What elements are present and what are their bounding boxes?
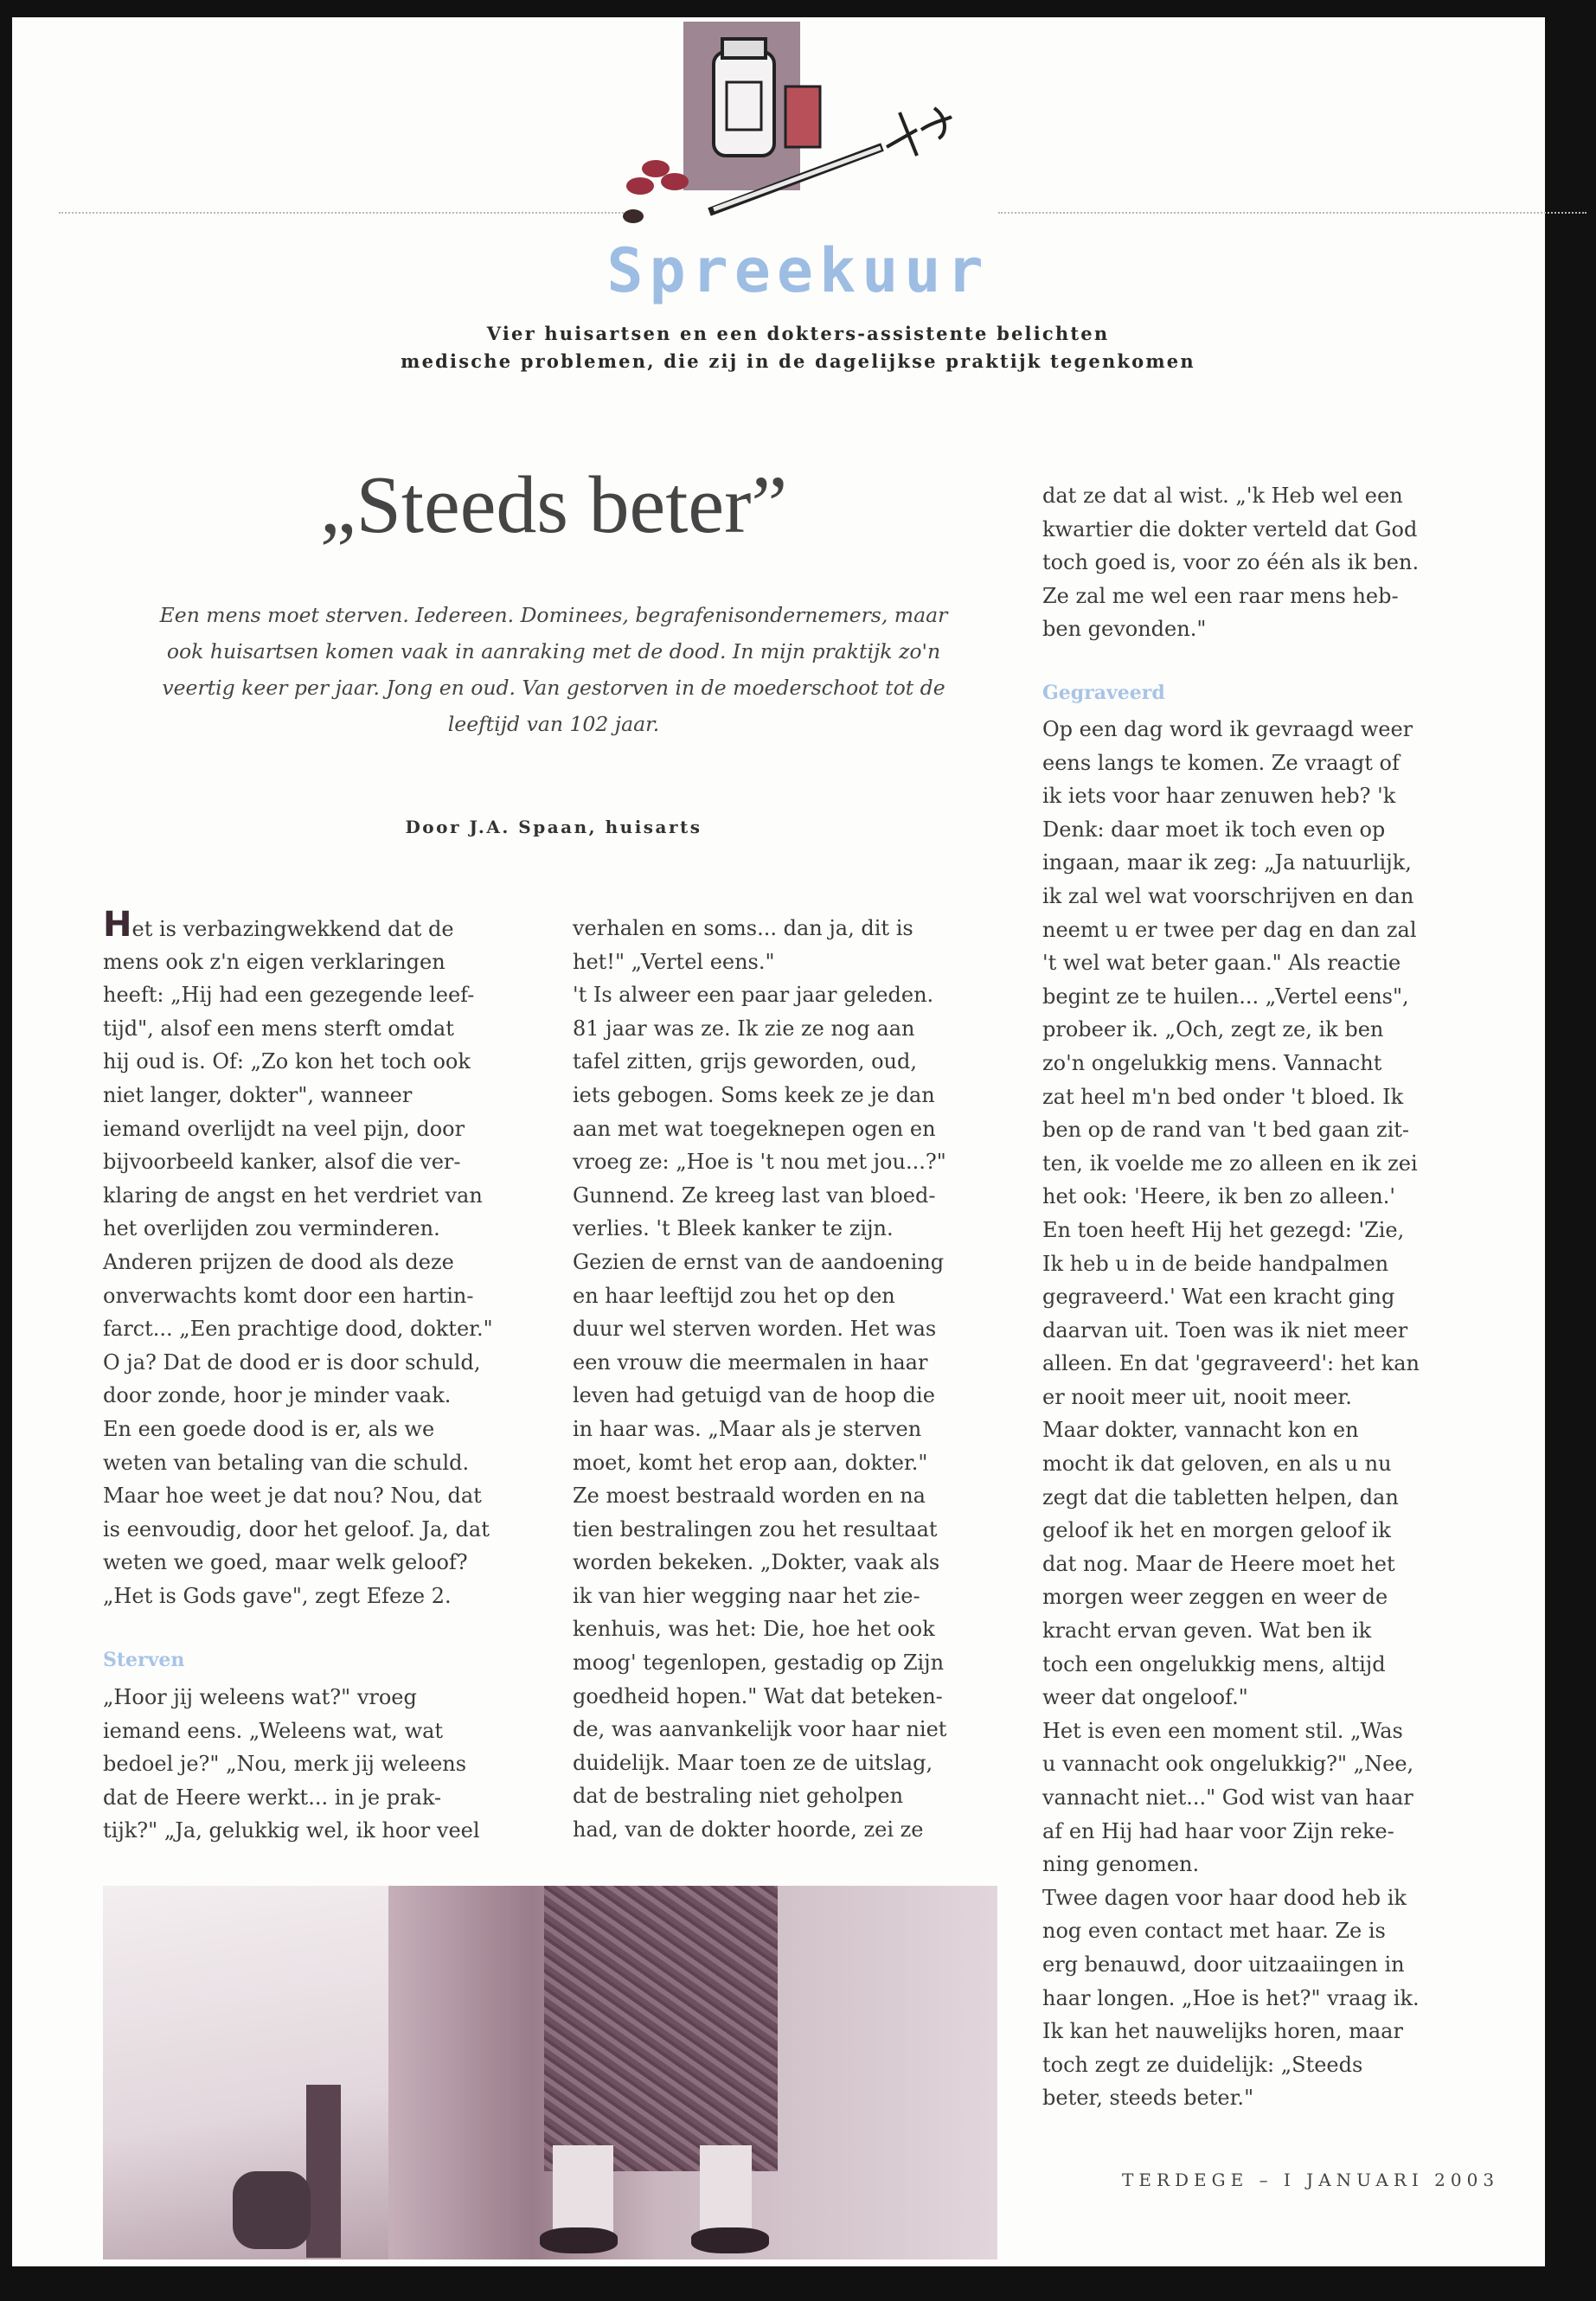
text-line: ben op de rand van 't bed gaan zit- xyxy=(1042,1118,1410,1143)
text-line: iemand overlijdt na veel pijn, door xyxy=(103,1116,465,1141)
text-line: weten van betaling van die schuld. xyxy=(103,1450,470,1475)
subheading-gegraveerd: Gegraveerd xyxy=(1042,682,1165,704)
text-line: niet langer, dokter", wanneer xyxy=(103,1082,413,1107)
section-subtitle xyxy=(0,320,1596,375)
text-line: dat de Heere werkt... in je prak- xyxy=(103,1785,442,1810)
text-line: Anderen prijzen de dood als deze xyxy=(103,1249,454,1274)
text-line: Maar hoe weet je dat nou? Nou, dat xyxy=(103,1484,482,1509)
text-line: klaring de angst en het verdriet van xyxy=(103,1183,483,1208)
text-line: daarvan uit. Toen was ik niet meer xyxy=(1042,1317,1408,1343)
text-line: goedheid hopen." Wat dat beteken- xyxy=(573,1683,943,1708)
subtitle-line: medische problemen, die zij in de dagelijkse praktijk tegenkomen xyxy=(401,350,1195,372)
medicine-bottle-pills-syringe-icon xyxy=(606,17,1021,234)
text-line: Gunnend. Ze kreeg last van bloed- xyxy=(573,1183,936,1208)
text-line: toch goed is, voor zo één als ik ben. xyxy=(1042,550,1420,575)
text-line: farct... „Een prachtige dood, dokter." xyxy=(103,1317,493,1342)
text-line: neemt u er twee per dag en dan zal xyxy=(1042,917,1417,942)
text-line: Denk: daar moet ik toch even op xyxy=(1042,817,1386,842)
divider-left xyxy=(59,212,630,214)
text-line: begint ze te huilen... „Vertel eens", xyxy=(1042,984,1409,1009)
text-line: geloof ik het en morgen geloof ik xyxy=(1042,1518,1391,1543)
section-title: Spreekuur xyxy=(606,235,990,306)
text-line: het overlijden zou verminderen. xyxy=(103,1216,440,1241)
text-line: leven had getuigd van de hoop die xyxy=(573,1383,935,1408)
text-line: eens langs te komen. Ze vraagt of xyxy=(1042,750,1400,775)
text-line: vannacht niet..." God wist van haar xyxy=(1042,1785,1413,1810)
text-line: alleen. En dat 'gegraveerd': het kan xyxy=(1042,1351,1420,1376)
text-line: kracht ervan geven. Wat ben ik xyxy=(1042,1618,1372,1644)
text-line: ben gevonden." xyxy=(1042,617,1207,642)
text-line: vroeg ze: „Hoe is 't nou met jou...?" xyxy=(573,1150,946,1175)
text-line: toch zegt ze duidelijk: „Steeds xyxy=(1042,2052,1363,2077)
text-line: zegt dat die tabletten helpen, dan xyxy=(1042,1484,1399,1509)
text-line: ten, ik voelde me zo alleen en ik zei xyxy=(1042,1150,1418,1176)
text-line: morgen weer zeggen en weer de xyxy=(1042,1585,1388,1610)
text-line: iets gebogen. Soms keek ze je dan xyxy=(573,1082,935,1107)
text-line: aan met wat toegeknepen ogen en xyxy=(573,1116,936,1141)
text-line: mens ook z'n eigen verklaringen xyxy=(103,949,445,974)
text-line: tijd", alsof een mens sterft omdat xyxy=(103,1016,454,1041)
subheading-sterven: Sterven xyxy=(103,1649,185,1671)
text-line: bedoel je?" „Nou, merk jij weleens xyxy=(103,1752,467,1777)
text-line: 81 jaar was ze. Ik zie ze nog aan xyxy=(573,1016,915,1041)
text-line: En toen heeft Hij het gezegd: 'Zie, xyxy=(1042,1217,1405,1242)
text-line: tien bestralingen zou het resultaat xyxy=(573,1516,938,1541)
text-line: probeer ik. „Och, zegt ze, ik ben xyxy=(1042,1017,1384,1042)
text-line: mocht ik dat geloven, en als u nu xyxy=(1042,1452,1392,1477)
text-line: iemand eens. „Weleens wat, wat xyxy=(103,1718,444,1743)
intro-line: veertig keer per jaar. Jong en oud. Van gestorven in de moederschoot tot de xyxy=(162,676,945,700)
text-line: dat nog. Maar de Heere moet het xyxy=(1042,1551,1395,1576)
text-line: tijk?" „Ja, gelukkig wel, ik hoor veel xyxy=(103,1818,480,1843)
byline: Door J.A. Spaan, huisarts xyxy=(405,817,702,837)
text-line: Maar dokter, vannacht kon en xyxy=(1042,1418,1359,1443)
text-line: een vrouw die meermalen in haar xyxy=(573,1349,928,1375)
text-line: beter, steeds beter." xyxy=(1042,2086,1254,2111)
text-line: dat ze dat al wist. „'k Heb wel een xyxy=(1042,484,1403,508)
text-line: dat de bestraling niet geholpen xyxy=(573,1784,904,1809)
text-line: 't Is alweer een paar jaar geleden. xyxy=(573,983,934,1008)
text-line: onverwachts komt door een hartin- xyxy=(103,1283,474,1308)
text-line: in haar was. „Maar als je sterven xyxy=(573,1416,922,1441)
column-3-text xyxy=(1042,479,1419,646)
text-line: 't wel wat beter gaan." Als reactie xyxy=(1042,951,1401,976)
text-line: ingaan, maar ik zeg: „Ja natuurlijk, xyxy=(1042,850,1412,875)
text-line: zat heel m'n bed onder 't bloed. Ik xyxy=(1042,1084,1404,1109)
text-line: tafel zitten, grijs geworden, oud, xyxy=(573,1049,917,1074)
article-title: „Steeds beter” xyxy=(319,460,788,550)
text-line: kenhuis, was het: Die, hoe het ook xyxy=(573,1617,935,1642)
text-line: verlies. 't Bleek kanker te zijn. xyxy=(573,1216,894,1241)
page-footer: TERDEGE – I JANUARI 2003 xyxy=(1122,2170,1500,2190)
text-line: Het is even een moment stil. „Was xyxy=(1042,1718,1403,1743)
text-line-rest: et is verbazingwekkend dat de xyxy=(131,917,454,941)
text-line: heeft: „Hij had een gezegende leef- xyxy=(103,983,475,1008)
text-line: er nooit meer uit, nooit meer. xyxy=(1042,1384,1352,1409)
text-line: weer dat ongeloof." xyxy=(1042,1685,1248,1710)
text-line: Ik kan het nauwelijks horen, maar xyxy=(1042,2019,1403,2044)
text-line: gegraveerd.' Wat een kracht ging xyxy=(1042,1285,1395,1310)
text-line: moet, komt het erop aan, dokter." xyxy=(573,1450,928,1475)
text-line: zo'n ongelukkig mens. Vannacht xyxy=(1042,1050,1382,1075)
text-line: kwartier die dokter verteld dat God xyxy=(1042,516,1418,542)
text-line: hij oud is. Of: „Zo kon het toch ook xyxy=(103,1049,471,1074)
text-line: ning genomen. xyxy=(1042,1852,1200,1877)
column-1-text xyxy=(103,905,493,1612)
text-line: Gezien de ernst van de aandoening xyxy=(573,1249,945,1274)
intro-line: ook huisartsen komen vaak in aanraking met de dood. In mijn praktijk zo'n xyxy=(166,639,941,663)
text-line: ik van hier wegging naar het zie- xyxy=(573,1583,920,1608)
text-line: toch een ongelukkig mens, altijd xyxy=(1042,1651,1386,1676)
text-line: Op een dag word ik gevraagd weer xyxy=(1042,717,1413,741)
text-line: Ze moest bestraald worden en na xyxy=(573,1484,926,1509)
text-line: erg benauwd, door uitzaaiingen in xyxy=(1042,1952,1405,1977)
column-1-text-continued xyxy=(103,1681,480,1848)
text-line: is eenvoudig, door het geloof. Ja, dat xyxy=(103,1516,490,1541)
intro-line: Een mens moet sterven. Iedereen. Dominees, begrafenisondernemers, maar xyxy=(159,603,948,627)
text-line: worden bekeken. „Dokter, vaak als xyxy=(573,1550,940,1575)
text-line: de, was aanvankelijk voor haar niet xyxy=(573,1717,947,1742)
article-photo xyxy=(103,1886,997,2259)
text-line: Twee dagen voor haar dood heb ik xyxy=(1042,1885,1407,1910)
text-line: O ja? Dat de dood er is door schuld, xyxy=(103,1349,481,1375)
text-line: ik iets voor haar zenuwen heb? 'k xyxy=(1042,784,1396,809)
text-line: en haar leeftijd zou het op den xyxy=(573,1283,895,1308)
column-2-text xyxy=(573,912,946,1847)
text-line: door zonde, hoor je minder vaak. xyxy=(103,1383,452,1408)
text-line: En een goede dood is er, als we xyxy=(103,1416,435,1441)
text-line: verhalen en soms... dan ja, dit is xyxy=(573,916,913,940)
text-line: duur wel sterven worden. Het was xyxy=(573,1317,937,1342)
text-line: „Hoor jij weleens wat?" vroeg xyxy=(103,1685,417,1709)
text-line: haar longen. „Hoe is het?" vraag ik. xyxy=(1042,1985,1420,2010)
divider-right xyxy=(998,212,1586,214)
column-3-text-continued xyxy=(1042,713,1420,2115)
text-line: moog' tegenlopen, gestadig op Zijn xyxy=(573,1650,945,1676)
intro-line: leeftijd van 102 jaar. xyxy=(447,712,660,736)
text-line: „Het is Gods gave", zegt Efeze 2. xyxy=(103,1583,452,1608)
subtitle-line: Vier huisartsen en een dokters-assistente belichten xyxy=(486,323,1110,344)
text-line: had, van de dokter hoorde, zei ze xyxy=(573,1817,924,1843)
drop-cap: H xyxy=(103,905,132,945)
text-line: nog even contact met haar. Ze is xyxy=(1042,1919,1386,1944)
text-line: af en Hij had haar voor Zijn reke- xyxy=(1042,1818,1394,1843)
text-line: het ook: 'Heere, ik ben zo alleen.' xyxy=(1042,1184,1395,1209)
text-line: weten we goed, maar welk geloof? xyxy=(103,1550,468,1575)
article-intro xyxy=(95,597,1012,742)
text-line: bijvoorbeeld kanker, alsof die ver- xyxy=(103,1150,461,1175)
text-line: het!" „Vertel eens." xyxy=(573,949,775,974)
text-line xyxy=(103,905,493,945)
text-line: ik zal wel wat voorschrijven en dan xyxy=(1042,883,1414,908)
text-line: u vannacht ook ongelukkig?" „Nee, xyxy=(1042,1752,1414,1777)
text-line: duidelijk. Maar toen ze de uitslag, xyxy=(573,1750,933,1775)
text-line: Ik heb u in de beide handpalmen xyxy=(1042,1251,1389,1276)
text-line: Ze zal me wel een raar mens heb- xyxy=(1042,583,1399,608)
